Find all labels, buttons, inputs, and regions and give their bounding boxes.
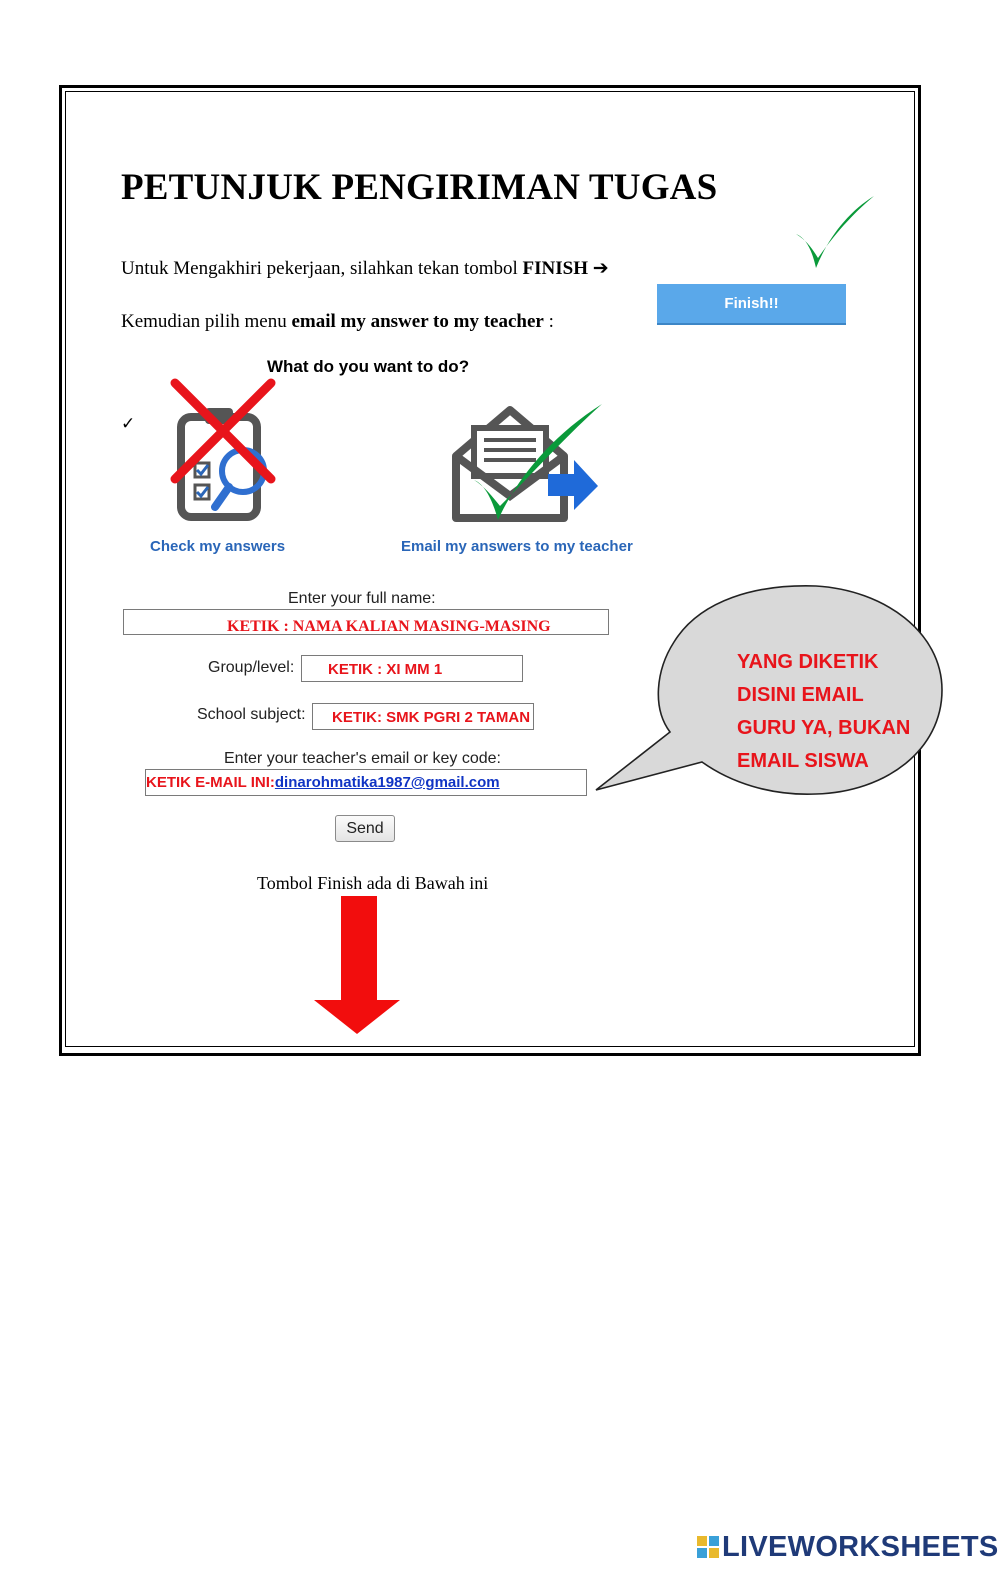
instruction-menu-bold: email my answer to my teacher bbox=[291, 311, 544, 332]
liveworksheets-logo-icon bbox=[697, 1536, 719, 1558]
instruction-finish bbox=[121, 257, 609, 280]
small-check-mark: ✓ bbox=[121, 414, 136, 434]
teacher-email-link[interactable]: dinarohmatika1987@gmail.com bbox=[274, 774, 500, 791]
arrow-right-icon: ➔ bbox=[592, 257, 609, 279]
speech-bubble-text: YANG DIKETIK DISINI EMAIL GURU YA, BUKAN EMAIL SISWA bbox=[737, 651, 911, 772]
teacher-email-prefix: KETIK E-MAIL INI: bbox=[146, 774, 275, 791]
teacher-email-input[interactable] bbox=[145, 769, 587, 796]
option-email-teacher[interactable]: Email my answers to my teacher bbox=[401, 538, 633, 555]
instruction-menu bbox=[121, 311, 554, 333]
dialog-question: What do you want to do? bbox=[267, 357, 470, 376]
brand-name: LIVEWORKSHEETS bbox=[722, 1531, 999, 1563]
instruction-finish-text: Untuk Mengakhiri pekerjaan, silahkan tekan tombol bbox=[121, 258, 523, 279]
clipboard-magnifier-icon[interactable] bbox=[165, 375, 280, 525]
full-name-value: KETIK : NAMA KALIAN MASING-MASING bbox=[227, 618, 551, 635]
group-level-input[interactable] bbox=[301, 655, 523, 682]
teacher-email-content bbox=[146, 774, 500, 792]
instruction-menu-suffix: : bbox=[543, 311, 554, 332]
page-frame-inner bbox=[65, 91, 915, 1047]
email-envelope-icon[interactable] bbox=[448, 398, 610, 528]
green-check-icon bbox=[790, 192, 880, 274]
send-button[interactable]: Send bbox=[335, 815, 395, 842]
instruction-finish-bold: FINISH bbox=[522, 258, 589, 279]
finish-button[interactable]: Finish!! bbox=[657, 284, 846, 325]
teacher-email-label: Enter your teacher's email or key code: bbox=[224, 750, 501, 767]
full-name-label: Enter your full name: bbox=[288, 590, 436, 607]
red-down-arrow-icon bbox=[312, 896, 402, 1036]
bottom-note: Tombol Finish ada di Bawah ini bbox=[257, 873, 489, 893]
option-check-answers[interactable]: Check my answers bbox=[150, 538, 286, 555]
group-level-value: KETIK : XI MM 1 bbox=[328, 661, 443, 678]
school-subject-input[interactable] bbox=[312, 703, 534, 730]
school-subject-value: KETIK: SMK PGRI 2 TAMAN bbox=[332, 709, 531, 726]
group-level-label: Group/level: bbox=[208, 659, 295, 676]
instruction-menu-text: Kemudian pilih menu bbox=[121, 311, 292, 332]
page-title: PETUNJUK PENGIRIMAN TUGAS bbox=[121, 167, 718, 208]
full-name-input[interactable] bbox=[123, 609, 609, 635]
school-subject-label: School subject: bbox=[197, 706, 306, 723]
